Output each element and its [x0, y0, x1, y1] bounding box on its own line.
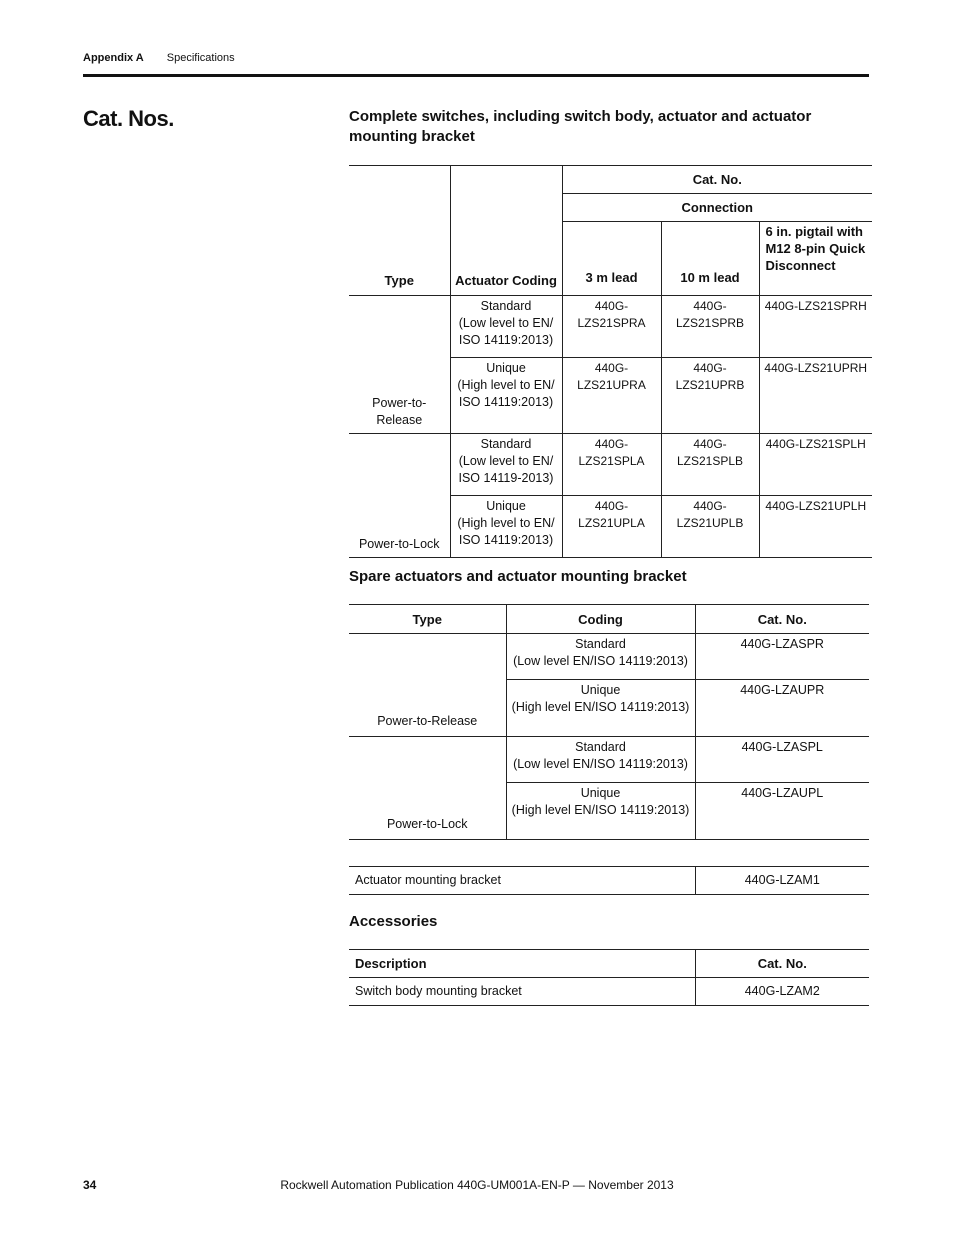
col-catno: Cat. No.	[695, 605, 869, 634]
catno-cell: 440G-LZS21SPRA	[562, 296, 661, 358]
description-cell: Actuator mounting bracket	[349, 867, 695, 895]
catno-cell: 440G-LZS21UPRB	[661, 358, 759, 434]
complete-switches-table	[349, 165, 872, 558]
coding-cell: Unique (High level to EN/ ISO 14119:2013)	[450, 358, 562, 434]
page-title: Cat. Nos.	[83, 106, 174, 131]
catno-cell: 440G-LZS21SPRH	[759, 296, 872, 358]
col-coding: Coding	[506, 605, 695, 634]
table-row	[349, 978, 869, 1006]
catno-cell: 440G-LZAM1	[695, 867, 869, 895]
running-header	[83, 52, 235, 64]
catno-cell: 440G-LZAM2	[695, 978, 869, 1006]
type-text: Power-to-Release	[372, 396, 427, 427]
coding-cell: Standard (Low level to EN/ ISO 14119:2013)	[450, 296, 562, 358]
catno-cell: 440G-LZS21SPLH	[759, 434, 872, 496]
table-row	[349, 296, 872, 358]
mounting-bracket-table	[349, 866, 869, 895]
catno-cell: 440G-LZS21SPRB	[661, 296, 759, 358]
catno-cell: 440G-LZS21UPRH	[759, 358, 872, 434]
catno-cell: 440G-LZS21SPLA	[562, 434, 661, 496]
catno-cell: 440G-LZAUPR	[695, 680, 869, 737]
catno-cell: 440G-LZASPR	[695, 634, 869, 680]
col-catno: Cat. No.	[695, 950, 869, 978]
table4-heading: Accessories	[349, 913, 438, 930]
type-cell: Power-to-Lock	[349, 737, 506, 840]
col-type: Type	[349, 605, 506, 634]
page-number: 34	[83, 1178, 97, 1192]
table-row	[349, 867, 869, 895]
coding-cell: Unique (High level to EN/ ISO 14119:2013)	[450, 496, 562, 558]
coding-cell: Standard (Low level to EN/ ISO 14119-2013)	[450, 434, 562, 496]
catno-cell: 440G-LZS21UPRA	[562, 358, 661, 434]
table-row	[349, 434, 872, 496]
col-3m-lead: 3 m lead	[562, 222, 661, 296]
col-actuator-coding: Actuator Coding	[450, 166, 562, 296]
table-row	[349, 634, 869, 680]
table-row	[349, 737, 869, 783]
type-cell	[349, 296, 450, 434]
section-label: Specifications	[166, 52, 235, 64]
header-rule	[83, 74, 869, 77]
table1-heading: Complete switches, including switch body, actuator and actuator mounting bracket	[349, 108, 812, 145]
col-type: Type	[349, 166, 450, 296]
publication-footer: Rockwell Automation Publication 440G-UM001A-EN-P — November 2013	[280, 1178, 674, 1192]
catno-cell: 440G-LZS21UPLH	[759, 496, 872, 558]
catno-cell: 440G-LZS21SPLB	[661, 434, 759, 496]
col-connection: Connection	[562, 194, 872, 222]
appendix-label: Appendix A	[83, 52, 144, 64]
table2-heading: Spare actuators and actuator mounting bracket	[349, 568, 687, 585]
catno-cell: 440G-LZS21UPLB	[661, 496, 759, 558]
col-catno: Cat. No.	[562, 166, 872, 194]
coding-cell: Unique (High level EN/ISO 14119:2013)	[506, 783, 695, 840]
type-cell: Power-to-Lock	[349, 434, 450, 558]
type-cell: Power-to-Release	[349, 634, 506, 737]
catno-cell: 440G-LZASPL	[695, 737, 869, 783]
spare-actuators-table	[349, 604, 869, 840]
coding-cell: Standard (Low level EN/ISO 14119:2013)	[506, 737, 695, 783]
accessories-table	[349, 949, 869, 1006]
col-10m-lead: 10 m lead	[661, 222, 759, 296]
col-pigtail: 6 in. pigtail with M12 8-pin Quick Disconnect	[759, 222, 872, 296]
coding-cell: Unique (High level EN/ISO 14119:2013)	[506, 680, 695, 737]
catno-cell: 440G-LZAUPL	[695, 783, 869, 840]
coding-cell: Standard (Low level EN/ISO 14119:2013)	[506, 634, 695, 680]
catno-cell: 440G-LZS21UPLA	[562, 496, 661, 558]
col-description: Description	[349, 950, 695, 978]
description-cell: Switch body mounting bracket	[349, 978, 695, 1006]
